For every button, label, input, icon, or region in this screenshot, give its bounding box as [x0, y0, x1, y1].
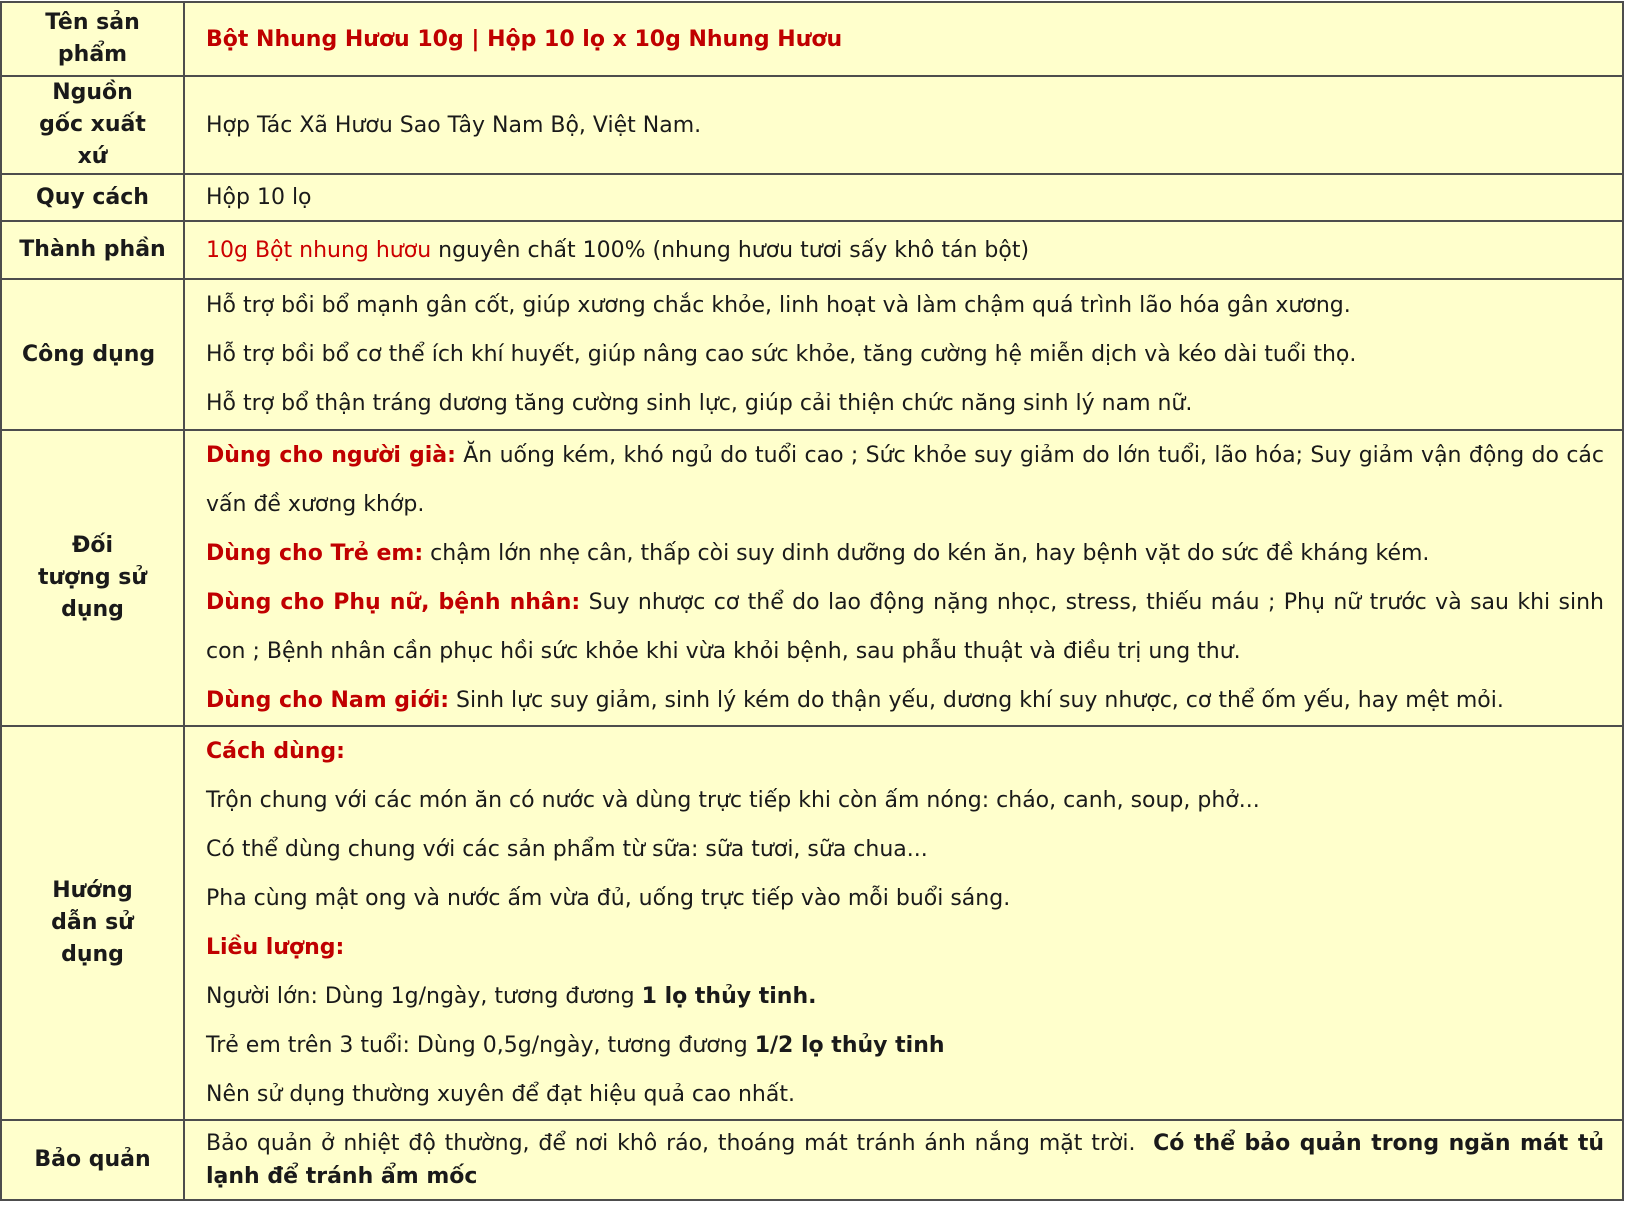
- row-uses: [1, 279, 1623, 430]
- dosage-adult-text: Người lớn: Dùng 1g/ngày, tương đương: [206, 984, 642, 1009]
- value-instructions: [184, 726, 1623, 1120]
- label-storage: Bảo quản: [1, 1120, 184, 1200]
- value-target: [184, 430, 1623, 726]
- row-storage: [1, 1120, 1623, 1200]
- ingredients-rest: nguyên chất 100% (nhung hươu tươi sấy khô tán bột): [431, 237, 1030, 263]
- row-ingredients: [1, 221, 1623, 279]
- target-heading: Dùng cho Nam giới:: [206, 688, 450, 713]
- label-packaging: Quy cách: [1, 174, 184, 221]
- value-storage: [184, 1120, 1623, 1200]
- target-item-elderly: [206, 431, 1604, 529]
- value-packaging: [184, 174, 1623, 221]
- value-origin: [184, 76, 1623, 174]
- target-heading: Dùng cho Trẻ em:: [206, 541, 424, 566]
- dosage-adult: [206, 972, 1604, 1021]
- row-product-name: [1, 2, 1623, 76]
- product-spec-table: [0, 1, 1624, 1201]
- value-product-name: [184, 2, 1623, 76]
- storage-bold: Có thể bảo quản trong ngăn mát tủ lạnh để tránh ẩm mốc: [206, 1131, 1605, 1189]
- dosage-child-bold: 1/2 lọ thủy tinh: [754, 1033, 945, 1058]
- uses-line: Hỗ trợ bổ thận tráng dương tăng cường sinh lực, giúp cải thiện chức năng sinh lý nam nữ.: [206, 391, 1193, 416]
- target-text: Ăn uống kém, khó ngủ do tuổi cao ; Sức khỏe suy giảm do lớn tuổi, lão hóa; Suy giảm vận động do các vấn đề xương khớp.: [206, 443, 1604, 517]
- storage-text: Bảo quản ở nhiệt độ thường, để nơi khô ráo, thoáng mát tránh ánh nắng mặt trời.: [206, 1131, 1154, 1156]
- product-name-text: Bột Nhung Hươu 10g | Hộp 10 lọ x 10g Nhung Hươu: [206, 26, 843, 52]
- value-uses: [184, 279, 1623, 430]
- dosage-adult-bold: 1 lọ thủy tinh.: [641, 984, 817, 1009]
- row-target: [1, 430, 1623, 726]
- label-ingredients: Thành phần: [1, 221, 184, 279]
- target-item-women-patients: [206, 578, 1604, 676]
- target-heading: Dùng cho người già:: [206, 443, 456, 468]
- label-target: Đối tượng sử dụng: [1, 430, 184, 726]
- usage-line: Có thể dùng chung với các sản phẩm từ sữa: sữa tươi, sữa chua...: [206, 837, 928, 862]
- label-origin: Nguồn gốc xuất xứ: [1, 76, 184, 174]
- dosage-heading: Liều lượng:: [206, 935, 345, 960]
- value-ingredients: [184, 221, 1623, 279]
- target-text: chậm lớn nhẹ cân, thấp còi suy dinh dưỡng do kén ăn, hay bệnh vặt do sức đề kháng kém.: [423, 541, 1430, 566]
- label-instructions: Hướng dẫn sử dụng: [1, 726, 184, 1120]
- uses-line: Hỗ trợ bồi bổ cơ thể ích khí huyết, giúp nâng cao sức khỏe, tăng cường hệ miễn dịch và kéo dài tuổi thọ.: [206, 342, 1357, 367]
- packaging-text: Hộp 10 lọ: [206, 185, 312, 210]
- target-text: Sinh lực suy giảm, sinh lý kém do thận yếu, dương khí suy nhược, cơ thể ốm yếu, hay mệt mỏi.: [449, 688, 1504, 713]
- usage-heading: Cách dùng:: [206, 739, 345, 764]
- row-origin: [1, 76, 1623, 174]
- dosage-child: [206, 1021, 1604, 1070]
- target-heading: Dùng cho Phụ nữ, bệnh nhân:: [206, 590, 581, 615]
- usage-line: Trộn chung với các món ăn có nước và dùng trực tiếp khi còn ấm nóng: cháo, canh, soup, phở...: [206, 788, 1260, 813]
- target-item-men: [206, 676, 1604, 725]
- usage-line: Pha cùng mật ong và nước ấm vừa đủ, uống trực tiếp vào mỗi buổi sáng.: [206, 886, 1011, 911]
- dosage-note: Nên sử dụng thường xuyên để đạt hiệu quả cao nhất.: [206, 1082, 795, 1107]
- label-product-name: Tên sản phẩm: [1, 2, 184, 76]
- target-text: Suy nhược cơ thể do lao động nặng nhọc, stress, thiếu máu ; Phụ nữ trước và sau khi sinh con ; Bệnh nhân cần phục hồi sức khỏe khi vừa khỏi bệnh, sau phẫu thuật và điều trị ung thư.: [206, 590, 1604, 664]
- uses-line: Hỗ trợ bồi bổ mạnh gân cốt, giúp xương chắc khỏe, linh hoạt và làm chậm quá trình lão hóa gân xương.: [206, 293, 1351, 318]
- target-item-children: [206, 529, 1604, 578]
- row-packaging: [1, 174, 1623, 221]
- row-instructions: [1, 726, 1623, 1120]
- origin-text: Hợp Tác Xã Hươu Sao Tây Nam Bộ, Việt Nam.: [206, 112, 702, 138]
- label-uses: Công dụng: [1, 279, 184, 430]
- ingredients-highlight: 10g Bột nhung hươu: [206, 237, 432, 263]
- dosage-child-text: Trẻ em trên 3 tuổi: Dùng 0,5g/ngày, tương đương: [206, 1033, 755, 1058]
